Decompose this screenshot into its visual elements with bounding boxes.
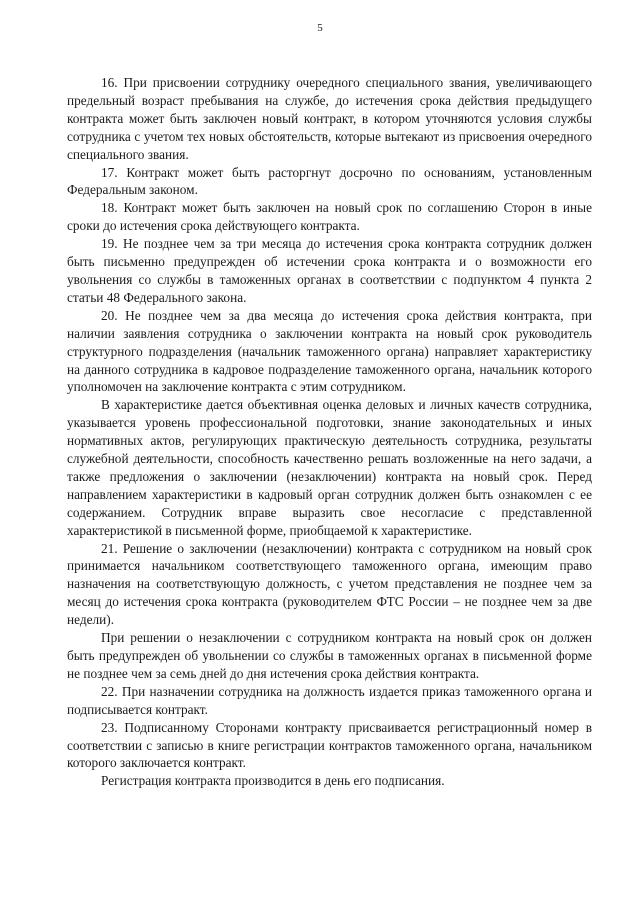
- paragraph-18: 18. Контракт может быть заключен на новый срок по соглашению Сторон в иные сроки до истечения срока действующего контракта.: [67, 200, 592, 234]
- paragraph-19: 19. Не позднее чем за три месяца до истечения срока контракта сотрудник должен быть письменно предупрежден об истечении срока контракта и о возможности его увольнения со службы в таможенных органах в соответствии с подпунктом 4 пункта 2 статьи 48 Федерального закона.: [67, 236, 592, 305]
- paragraph-20-characteristic: В характеристике дается объективная оценка деловых и личных качеств сотрудника, указывается уровень профессиональной подготовки, знание законодательных и иных нормативных актов, регулирующих практическую деятельность сотрудника, результаты служебной деятельности, способность качественно решать возложенные на него задачи, а также предложения о заключении (незаключении) контракта на новый срок. Перед направлением характеристики в кадровый орган сотрудник должен быть ознакомлен с ее содержанием. Сотрудник вправе выразить свое несогласие с представленной характеристикой в письменной форме, приобщаемой к характеристике.: [67, 397, 592, 538]
- paragraph-22: 22. При назначении сотрудника на должность издается приказ таможенного органа и подписывается контракт.: [67, 683, 592, 717]
- paragraph-17: 17. Контракт может быть расторгнут досрочно по основаниям, установленным Федеральным законом.: [67, 164, 592, 198]
- paragraph-16: 16. При присвоении сотруднику очередного специального звания, увеличивающего предельный возраст пребывания на службе, до истечения срока действия предыдущего контракта может быть заключен новый контракт, в котором уточняются условия службы сотрудника с учетом тех новых обстоятельств, которые вытекают из присвоения очередного специального звания.: [67, 75, 592, 162]
- paragraph-23-registration: Регистрация контракта производится в день его подписания.: [101, 773, 445, 789]
- paragraph-20: 20. Не позднее чем за два месяца до истечения срока действия контракта, при наличии заявления сотрудника о заключении контракта на новый срок руководитель структурного подразделения (начальник таможенного органа) направляет характеристику на данного сотрудника в кадровое подразделение таможенного органа, начальник которого уполномочен на заключение контракта с этим сотрудником.: [67, 307, 592, 395]
- document-body: [67, 74, 592, 790]
- paragraph-21: 21. Решение о заключении (незаключении) контракта с сотрудником на новый срок принимается начальником соответствующего таможенного органа, имеющим право назначения на соответствующую должность, с учетом представления не позднее чем за месяц до истечения срока контракта (руководителем ФТС России – не позднее чем за две недели).: [67, 540, 592, 628]
- paragraph-23: 23. Подписанному Сторонами контракту присваивается регистрационный номер в соответствии с записью в книге регистрации контрактов таможенного органа, начальником которого заключается контракт.: [67, 719, 592, 771]
- paragraph-21-non-conclusion: При решении о незаключении с сотрудником контракта на новый срок он должен быть предупрежден об увольнении со службы в таможенных органах в письменной форме не позднее чем за семь дней до дня истечения срока действия контракта.: [67, 630, 592, 681]
- page-number: 5: [317, 22, 323, 34]
